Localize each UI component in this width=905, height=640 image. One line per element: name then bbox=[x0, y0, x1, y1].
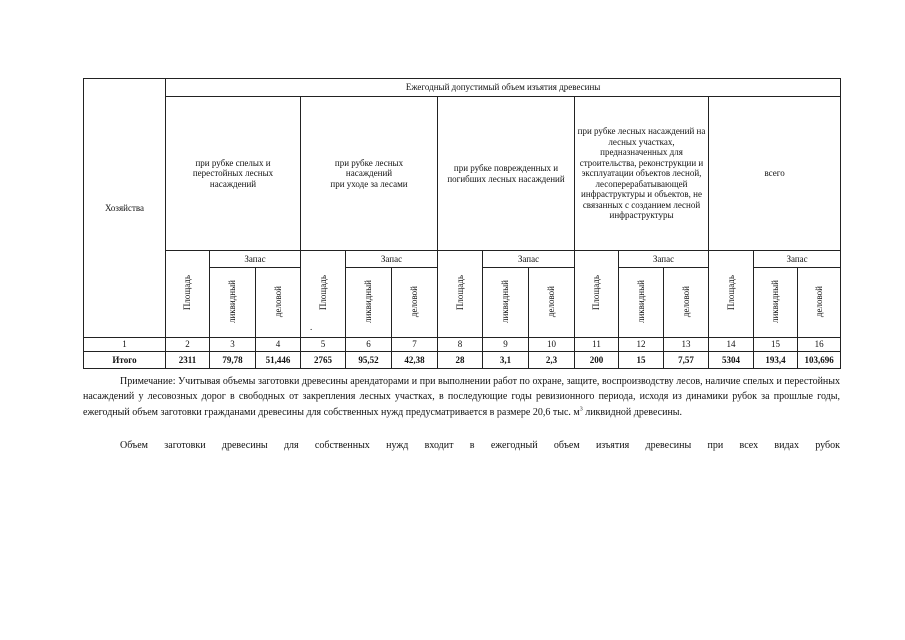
stock-header-5: Запас bbox=[754, 251, 841, 268]
group-header-damaged: при рубке поврежденных и погибших лесных насаждений bbox=[438, 97, 575, 251]
total-label: Итого bbox=[84, 352, 166, 369]
column-number: 14 bbox=[709, 338, 754, 352]
area-header-5: Площадь bbox=[709, 251, 754, 338]
column-number: 2 bbox=[166, 338, 210, 352]
group-header-ripe: при рубке спелых и перестойных лесных насаждений bbox=[166, 97, 301, 251]
column-number: 5 bbox=[301, 338, 346, 352]
area-header-3: Площадь bbox=[438, 251, 483, 338]
main-header: Ежегодный допустимый объем изъятия древесины bbox=[166, 79, 841, 97]
total-cell: 15 bbox=[619, 352, 664, 369]
total-cell: 5304 bbox=[709, 352, 754, 369]
business-header-3: деловой bbox=[529, 268, 575, 338]
business-header-5: деловой bbox=[798, 268, 841, 338]
column-number: 4 bbox=[256, 338, 301, 352]
total-cell: 3,1 bbox=[483, 352, 529, 369]
liquid-header-2: ликвидный bbox=[346, 268, 392, 338]
total-cell: 79,78 bbox=[210, 352, 256, 369]
column-number: 1 bbox=[84, 338, 166, 352]
column-number: 3 bbox=[210, 338, 256, 352]
total-cell: 103,696 bbox=[798, 352, 841, 369]
total-cell: 7,57 bbox=[664, 352, 709, 369]
column-number-row bbox=[84, 338, 841, 352]
note-text-end: ликвидной древесины. bbox=[582, 406, 683, 418]
total-cell: 193,4 bbox=[754, 352, 798, 369]
stock-header-4: Запас bbox=[619, 251, 709, 268]
stock-header-1: Запас bbox=[210, 251, 301, 268]
group-header-total: всего bbox=[709, 97, 841, 251]
total-cell: 51,446 bbox=[256, 352, 301, 369]
note-text: Примечание: Учитывая объемы заготовки древесины арендаторами и при выполнении работ по охране, защите, воспроизводству лесов, наличие спелых и перестойных насаждений у лесовозных дорог в свободных от закрепления лесных участках, в последующие годы ревизионного периода, исходя из динамики рубок за прошлые годы, ежегодный объем заготовки гражданами древесины для собственных нужд предусматривается в размере 20,6 тыс. м bbox=[83, 376, 840, 418]
stock-header-2: Запас bbox=[346, 251, 438, 268]
column-number: 6 bbox=[346, 338, 392, 352]
column-number: 12 bbox=[619, 338, 664, 352]
stray-dot-mark: . bbox=[310, 322, 313, 332]
column-number: 7 bbox=[392, 338, 438, 352]
column-number: 15 bbox=[754, 338, 798, 352]
column-number: 8 bbox=[438, 338, 483, 352]
business-header-2: деловой bbox=[392, 268, 438, 338]
cubic-superscript: 3 bbox=[579, 406, 583, 413]
total-cell: 2765 bbox=[301, 352, 346, 369]
liquid-header-3: ликвидный bbox=[483, 268, 529, 338]
liquid-header-5: ликвидный bbox=[754, 268, 798, 338]
business-header-4: деловой bbox=[664, 268, 709, 338]
total-row bbox=[84, 352, 841, 369]
column-number: 10 bbox=[529, 338, 575, 352]
wood-harvest-table bbox=[83, 78, 841, 369]
column-number: 11 bbox=[575, 338, 619, 352]
note-paragraph bbox=[83, 374, 840, 420]
area-header-2: Площадь bbox=[301, 251, 346, 338]
business-header-1: деловой bbox=[256, 268, 301, 338]
total-cell: 42,38 bbox=[392, 352, 438, 369]
total-cell: 2311 bbox=[166, 352, 210, 369]
total-cell: 200 bbox=[575, 352, 619, 369]
column-number: 9 bbox=[483, 338, 529, 352]
total-cell: 95,52 bbox=[346, 352, 392, 369]
total-cell: 2,3 bbox=[529, 352, 575, 369]
column-number: 13 bbox=[664, 338, 709, 352]
volume-paragraph: Объем заготовки древесины для собственных нужд входит в ежегодный объем изъятия древесины при всех видах рубок bbox=[120, 440, 840, 451]
area-header-4: Площадь bbox=[575, 251, 619, 338]
liquid-header-1: ликвидный bbox=[210, 268, 256, 338]
area-header-1: Площадь bbox=[166, 251, 210, 338]
group-header-thinning: при рубке лесных насаждений при уходе за лесами bbox=[301, 97, 438, 251]
farms-header: Хозяйства bbox=[84, 79, 166, 338]
total-cell: 28 bbox=[438, 352, 483, 369]
stock-header-3: Запас bbox=[483, 251, 575, 268]
column-number: 16 bbox=[798, 338, 841, 352]
liquid-header-4: ликвидный bbox=[619, 268, 664, 338]
group-header-infrastructure: при рубке лесных насаждений на лесных участках, предназначенных для строительства, реконструкции и эксплуатации объектов лесной, лесоперерабатывающей инфраструктуры и объектов, не связанных с созданием лесной инфраструктуры bbox=[575, 97, 709, 251]
